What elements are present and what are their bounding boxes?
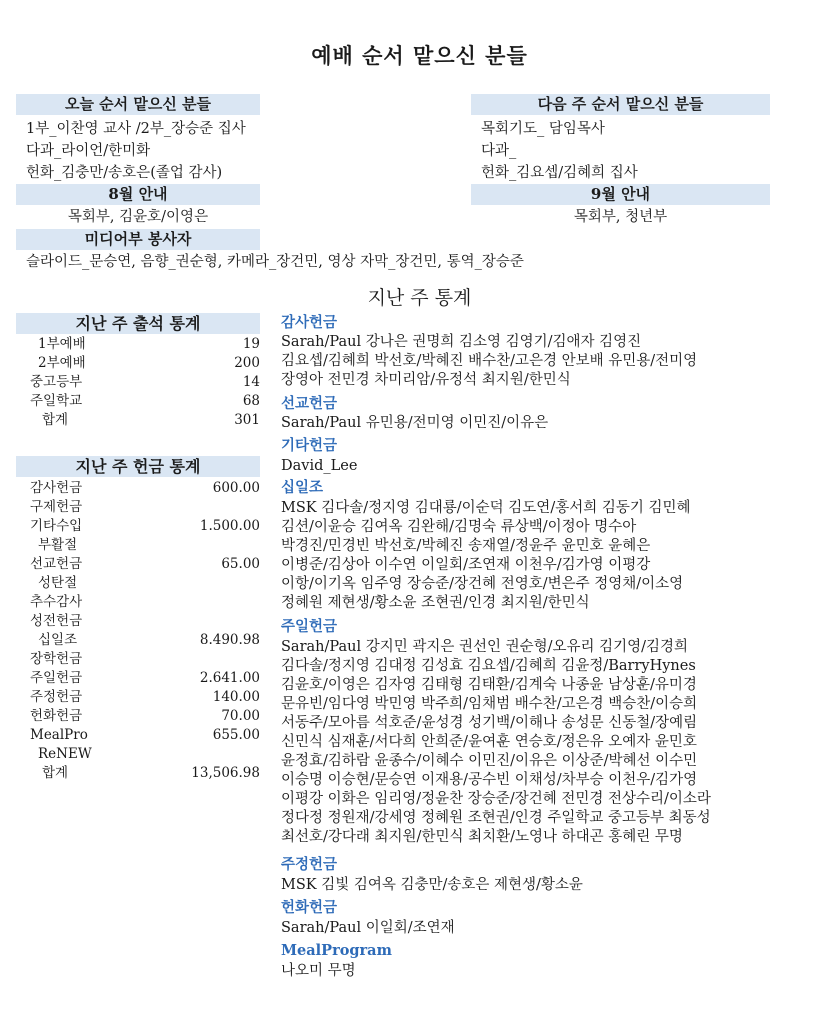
row-label: 선교헌금 <box>30 556 83 572</box>
tithe-line: 김션/이윤승 김여옥 김완해/김명숙 류상백/이정아 명수아 <box>281 519 637 535</box>
row-value: 600.00 <box>212 480 260 496</box>
sunday-line: 이승명 이승현/문승연 이재용/공수빈 이채성/차부승 이천우/김가영 <box>281 772 698 788</box>
offering-row <box>16 612 260 631</box>
stats-title: 지난 주 통계 <box>367 287 472 309</box>
row-label: 합계 <box>42 412 69 428</box>
row-label: 주일학교 <box>30 393 83 409</box>
next-week-line-3: 헌화_김요셉/김혜희 집사 <box>481 165 638 181</box>
media-header: 미디어부 봉사자 <box>16 229 260 250</box>
other-line: David_Lee <box>281 458 358 474</box>
row-label: 구제헌금 <box>30 499 83 515</box>
sunday-line: 문유빈/임다영 박민영 박주희/임채범 배수찬/고은경 백승찬/이승희 <box>281 696 698 712</box>
offering-row <box>16 745 260 764</box>
meal-line: 나오미 무명 <box>281 963 356 979</box>
row-label: ReNEW <box>38 746 92 762</box>
offering-row <box>16 517 260 536</box>
attendance-header: 지난 주 출석 통계 <box>16 313 260 334</box>
row-value: 65.00 <box>221 556 260 572</box>
flower-offering-header: 헌화헌금 <box>281 899 338 916</box>
attendance-row <box>16 411 260 430</box>
offering-row <box>16 726 260 745</box>
offering-row <box>16 555 260 574</box>
sunday-line: 윤정효/김하람 윤종수/이혜수 이민진/이유은 이상준/박혜선 이수민 <box>281 753 698 769</box>
row-value: 655.00 <box>212 727 260 743</box>
offering-row <box>16 650 260 669</box>
sunday-line: 서동주/모아름 석호준/윤성경 성기백/이해나 송성문 신동철/장예림 <box>281 715 698 731</box>
august-header: 8월 안내 <box>16 184 260 205</box>
row-label: 1부예배 <box>38 336 86 352</box>
next-week-header: 다음 주 순서 맡으신 분들 <box>471 94 770 115</box>
row-label: 성전헌금 <box>30 613 83 629</box>
tithe-line: 박경진/민경빈 박선호/박혜진 송재열/정윤주 윤민호 윤혜은 <box>281 538 651 554</box>
row-value: 1.500.00 <box>199 518 260 534</box>
row-label: 감사헌금 <box>30 480 83 496</box>
tithe-header: 십일조 <box>281 479 324 496</box>
mission-line: Sarah/Paul 유민용/전미영 이민진/이유은 <box>281 415 549 431</box>
next-week-line-1: 목회기도_ 담임목사 <box>481 121 605 137</box>
row-value: 8.490.98 <box>199 632 260 648</box>
attendance-row <box>16 335 260 354</box>
offering-row <box>16 688 260 707</box>
sunday-line: 신민식 심재훈/서다희 안희준/윤여훈 연승호/정은유 오예자 윤민호 <box>281 734 697 750</box>
offering-row <box>16 536 260 555</box>
row-label: 부활절 <box>38 537 78 553</box>
weekly-line: MSK 김빛 김여옥 김충만/송호은 제현생/황소윤 <box>281 877 583 893</box>
row-label: 성탄절 <box>38 575 78 591</box>
row-label: 추수감사 <box>30 594 83 610</box>
tithe-line: 정혜원 제현생/황소윤 조현권/인경 최지원/한민식 <box>281 595 590 611</box>
september-header: 9월 안내 <box>471 184 770 205</box>
tithe-line: 이항/이기옥 임주영 장승준/장건혜 전영호/변은주 정영채/이소영 <box>281 576 684 592</box>
today-line-2: 다과_라이언/한미화 <box>26 143 151 159</box>
sunday-line: 이평강 이화은 임리영/정윤찬 장승준/장건혜 전민경 전상수리/이소라 <box>281 791 711 807</box>
offering-row <box>16 593 260 612</box>
row-value: 200 <box>234 355 260 371</box>
offering-row <box>16 631 260 650</box>
row-label: 장학헌금 <box>30 651 83 667</box>
row-label: 십일조 <box>38 632 78 648</box>
page-title: 예배 순서 맡으신 분들 <box>311 43 528 68</box>
row-label: 주일헌금 <box>30 670 83 686</box>
meal-program-header: MealProgram <box>281 942 392 959</box>
row-value: 68 <box>242 393 260 409</box>
flower-line: Sarah/Paul 이일회/조연재 <box>281 920 455 936</box>
media-text: 슬라이드_문승연, 음향_권순형, 카메라_장건민, 영상 자막_장건민, 통역_장승준 <box>26 254 524 270</box>
tithe-line: 이병준/김상아 이수연 이일회/조연재 이천우/김가영 이평강 <box>281 557 651 573</box>
thanks-line: 김요셉/김혜희 박선호/박혜진 배수찬/고은경 안보배 유민용/전미영 <box>281 353 698 369</box>
august-text: 목회부, 김윤호/이영은 <box>67 209 209 225</box>
offering-row <box>16 764 260 783</box>
offering-row <box>16 707 260 726</box>
other-offering-header: 기타헌금 <box>281 437 338 454</box>
today-line-1: 1부_이찬영 교사 /2부_장승준 집사 <box>26 121 246 137</box>
today-header: 오늘 순서 맡으신 분들 <box>16 94 260 115</box>
offering-row <box>16 479 260 498</box>
sunday-offering-header: 주일헌금 <box>281 618 338 635</box>
row-label: 헌화헌금 <box>30 708 83 724</box>
weekly-offering-header: 주정헌금 <box>281 856 338 873</box>
sunday-line: 김다솔/정지영 김대정 김성효 김요셉/김혜희 김윤정/BarryHynes <box>281 658 696 674</box>
row-label: 중고등부 <box>30 374 83 390</box>
attendance-row <box>16 373 260 392</box>
row-label: 기타수입 <box>30 518 83 534</box>
next-week-line-2: 다과_ <box>481 143 517 159</box>
row-value: 13,506.98 <box>191 765 260 781</box>
sunday-line: Sarah/Paul 강지민 곽지은 권선인 권순형/오유리 김기영/김경희 <box>281 639 689 655</box>
thanks-offering-header: 감사헌금 <box>281 314 338 331</box>
sunday-line: 김윤호/이영은 김자영 김태형 김태환/김계숙 나종윤 남상훈/유미경 <box>281 677 697 693</box>
tithe-line: MSK 김다솔/정지영 김대룡/이순덕 김도연/홍서희 김동기 김민혜 <box>281 500 691 516</box>
sunday-line: 최선호/강다래 최지원/한민식 최치환/노영나 하대곤 홍혜린 무명 <box>281 829 683 845</box>
today-line-3: 헌화_김충만/송호은(졸업 감사) <box>26 165 223 181</box>
offering-row <box>16 498 260 517</box>
row-label: MealPro <box>30 727 88 743</box>
row-value: 14 <box>242 374 260 390</box>
row-label: 주정헌금 <box>30 689 83 705</box>
row-value: 19 <box>242 336 260 352</box>
september-text: 목회부, 청년부 <box>573 209 668 225</box>
sunday-line: 정다정 정원재/강세영 정혜원 조현권/인경 주일학교 중고등부 최동성 <box>281 810 711 826</box>
offering-header: 지난 주 헌금 통계 <box>16 456 260 477</box>
offering-row <box>16 574 260 593</box>
thanks-line: 장영아 전민경 차미리암/유정석 최지원/한민식 <box>281 372 571 388</box>
row-label: 합계 <box>42 765 69 781</box>
row-value: 301 <box>234 412 260 428</box>
row-value: 2.641.00 <box>199 670 260 686</box>
row-label: 2부예배 <box>38 355 86 371</box>
mission-offering-header: 선교헌금 <box>281 395 338 412</box>
offering-row <box>16 669 260 688</box>
attendance-row <box>16 392 260 411</box>
thanks-line: Sarah/Paul 강나은 권명희 김소영 김영기/김애자 김영진 <box>281 334 642 350</box>
attendance-row <box>16 354 260 373</box>
row-value: 140.00 <box>212 689 260 705</box>
row-value: 70.00 <box>221 708 260 724</box>
